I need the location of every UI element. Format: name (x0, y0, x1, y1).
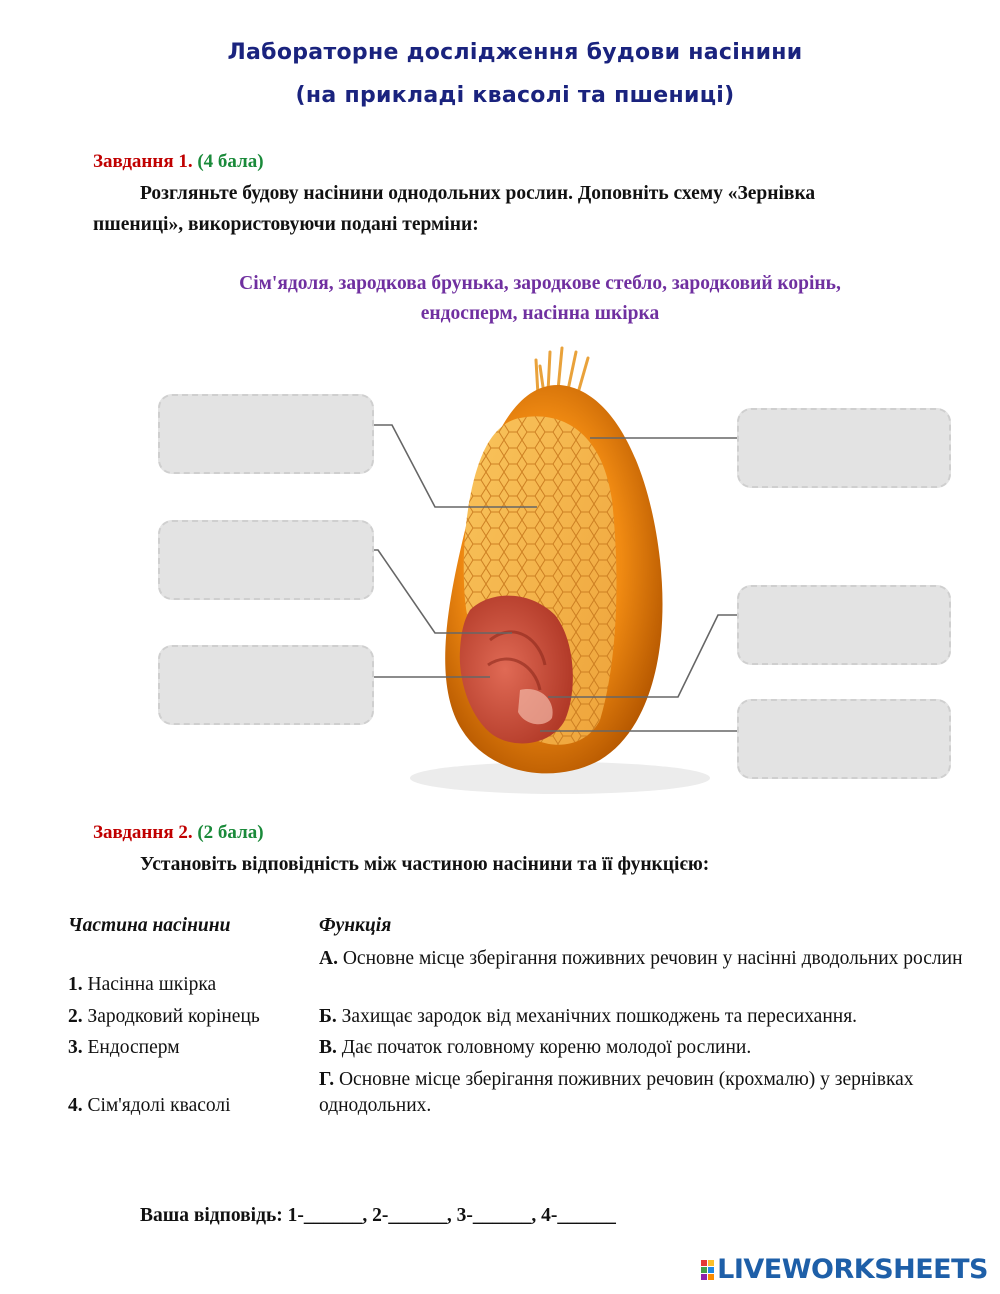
function-letter: А. (319, 948, 338, 969)
part-text: Насінна шкірка (87, 974, 217, 995)
function-text: Дає початок головному кореню молодої рослини. (341, 1037, 752, 1058)
label-box-right-3[interactable] (737, 699, 951, 779)
task1-instruction-line2: пшениці», використовуючи подані терміни: (93, 214, 479, 235)
task2-instruction: Установіть відповідність між частиною насінини та її функцією: (140, 854, 710, 875)
part-num: 4. (68, 1095, 83, 1116)
function-letter: В. (319, 1037, 337, 1058)
task2-header (93, 822, 264, 844)
task2-label: Завдання 2. (93, 822, 193, 843)
liveworksheets-logo (701, 1254, 988, 1285)
task1-label: Завдання 1. (93, 151, 193, 172)
part-num: 2. (68, 1006, 83, 1027)
part-num: 1. (68, 974, 83, 995)
function-b (319, 1004, 966, 1030)
label-box-left-3[interactable] (158, 645, 374, 725)
function-d (319, 1067, 929, 1119)
label-box-left-2[interactable] (158, 520, 374, 600)
task1-instruction-line1: Розгляньте будову насінини однодольних рослин. Доповніть схему «Зернівка (140, 183, 816, 204)
function-a (319, 946, 966, 972)
logo-text: LIVEWORKSHEETS (717, 1254, 988, 1285)
function-c (319, 1035, 966, 1061)
label-box-right-2[interactable] (737, 585, 951, 665)
part-text: Зародковий корінець (87, 1006, 260, 1027)
title-line-2: (на прикладі квасолі та пшениці) (295, 83, 735, 108)
column-function-header: Функція (319, 915, 392, 936)
logo-mark-icon (701, 1260, 714, 1280)
part-num: 3. (68, 1037, 83, 1058)
terms-line2: ендосперм, насінна шкірка (420, 303, 660, 324)
label-box-right-1[interactable] (737, 408, 951, 488)
function-text: Основне місце зберігання поживних речовин у насінні дводольних рослин (342, 948, 963, 969)
title-line-1: Лабораторне дослідження будови насінини (227, 40, 803, 65)
part-row-1 (68, 972, 216, 998)
label-box-left-1[interactable] (158, 394, 374, 474)
part-text: Сім'ядолі квасолі (87, 1095, 231, 1116)
part-row-2 (68, 1004, 260, 1030)
function-letter: Б. (319, 1006, 337, 1027)
function-text: Основне місце зберігання поживних речовин (крохмалю) у зернівках однодольних. (319, 1069, 914, 1116)
terms-line1: Сім'ядоля, зародкова брунька, зародкове стебло, зародковий корінь, (239, 273, 841, 294)
task1-points: (4 бала) (197, 151, 264, 172)
column-part-header: Частина насінини (68, 915, 231, 936)
answer-line[interactable]: Ваша відповідь: 1-______, 2-______, 3-______, 4-______ (140, 1205, 616, 1226)
part-row-3 (68, 1035, 180, 1061)
part-row-4 (68, 1093, 231, 1119)
function-letter: Г. (319, 1069, 335, 1090)
part-text: Ендосперм (87, 1037, 180, 1058)
task2-points: (2 бала) (197, 822, 264, 843)
function-text: Захищає зародок від механічних пошкоджень та пересихання. (341, 1006, 858, 1027)
